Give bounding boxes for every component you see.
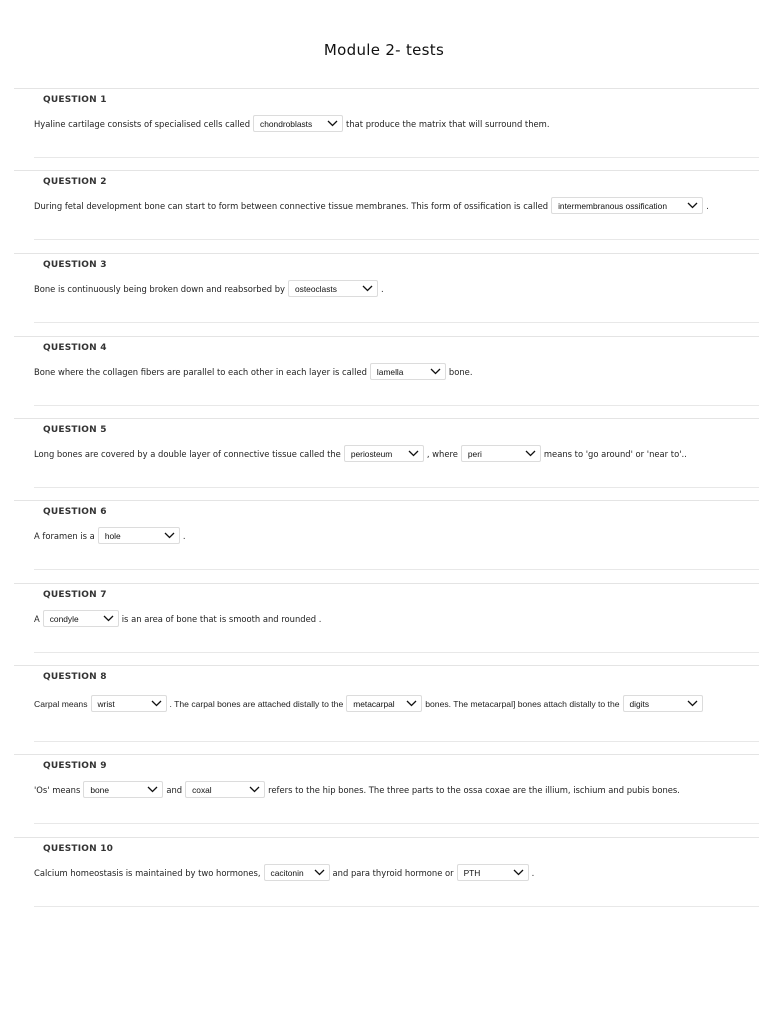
page-title: Module 2- tests <box>323 41 445 59</box>
question-text-segment: . <box>182 530 186 541</box>
question-label: QUESTION 3 <box>43 260 107 270</box>
question-4 <box>14 336 759 415</box>
question-text-segment: means to 'go around' or 'near to'.. <box>543 448 687 459</box>
chevron-down-icon <box>147 786 158 793</box>
answer-dropdown-3[interactable] <box>623 695 703 712</box>
question-text <box>34 363 754 380</box>
dropdown-selected-value: lamella <box>376 366 404 377</box>
question-divider <box>34 906 759 907</box>
dropdown-selected-value: chondroblasts <box>260 118 313 129</box>
question-text-segment: . <box>381 283 384 294</box>
question-label: QUESTION 4 <box>43 343 107 353</box>
question-label: QUESTION 10 <box>43 844 114 854</box>
answer-dropdown-1[interactable] <box>253 115 343 132</box>
question-text-segment: . <box>531 867 535 878</box>
chevron-down-icon <box>408 450 419 457</box>
question-1 <box>14 88 759 167</box>
question-10 <box>14 837 759 916</box>
question-label: QUESTION 6 <box>43 507 107 517</box>
question-label: QUESTION 5 <box>43 425 107 435</box>
question-text-segment: and para thyroid hormone or <box>332 867 454 878</box>
question-text-segment: . <box>706 200 709 211</box>
chevron-down-icon <box>362 285 373 292</box>
question-text-segment: Calcium homeostasis is maintained by two hormones, <box>34 867 261 878</box>
question-divider <box>34 823 759 824</box>
question-divider <box>34 157 759 158</box>
question-text-segment: is an area of bone that is smooth and rounded . <box>121 613 322 624</box>
question-text-segment: bones. The metacarpal] bones attach distally to the <box>425 698 620 709</box>
dropdown-selected-value: periosteum <box>350 448 393 459</box>
dropdown-selected-value: osteoclasts <box>295 283 337 294</box>
question-text-segment: A <box>34 613 40 624</box>
answer-dropdown-1[interactable] <box>551 197 703 214</box>
chevron-down-icon <box>314 869 325 876</box>
question-divider <box>34 322 759 323</box>
chevron-down-icon <box>164 532 175 539</box>
question-text <box>34 197 754 214</box>
question-text-segment: Long bones are covered by a double layer of connective tissue called the <box>34 448 341 459</box>
question-text-segment: Bone is continuously being broken down and reabsorbed by <box>34 283 285 294</box>
question-text-segment: that produce the matrix that will surround them. <box>346 118 550 129</box>
answer-dropdown-1[interactable] <box>98 527 180 544</box>
question-label: QUESTION 2 <box>43 177 107 187</box>
question-text <box>34 445 754 462</box>
question-6 <box>14 500 759 579</box>
question-text-segment: During fetal development bone can start to form between connective tissue membranes. This form of ossification is called <box>34 200 549 211</box>
answer-dropdown-1[interactable] <box>288 280 378 297</box>
question-text <box>34 695 754 712</box>
question-text <box>34 280 754 297</box>
question-divider <box>34 239 759 240</box>
dropdown-selected-value: intermembranous ossification <box>558 200 667 211</box>
question-divider <box>34 569 759 570</box>
dropdown-selected-value: bone <box>90 784 109 795</box>
question-divider <box>34 652 759 653</box>
answer-dropdown-1[interactable] <box>344 445 424 462</box>
dropdown-selected-value: metacarpal <box>353 698 395 709</box>
dropdown-selected-value: peri <box>467 448 482 459</box>
question-text-segment: Carpal means <box>34 698 88 709</box>
question-divider <box>34 405 759 406</box>
question-2 <box>14 170 759 249</box>
question-label: QUESTION 1 <box>43 95 107 105</box>
question-7 <box>14 583 759 662</box>
question-text <box>34 864 754 881</box>
question-text-segment: bone. <box>448 366 473 377</box>
dropdown-selected-value: coxal <box>192 784 212 795</box>
question-5 <box>14 418 759 497</box>
answer-dropdown-2[interactable] <box>461 445 541 462</box>
answer-dropdown-1[interactable] <box>264 864 330 881</box>
question-text-segment: , where <box>426 448 458 459</box>
question-text-segment: Bone where the collagen fibers are parallel to each other in each layer is called <box>34 366 367 377</box>
chevron-down-icon <box>103 615 114 622</box>
question-text <box>34 610 754 627</box>
question-text-segment: refers to the hip bones. The three parts to the ossa coxae are the illium, ischium and pubis bones. <box>268 784 680 795</box>
question-text-segment: A foramen is a <box>34 530 95 541</box>
question-label: QUESTION 9 <box>43 761 107 771</box>
answer-dropdown-1[interactable] <box>91 695 167 712</box>
question-8 <box>14 665 759 751</box>
dropdown-selected-value: PTH <box>463 867 481 878</box>
chevron-down-icon <box>430 368 441 375</box>
dropdown-selected-value: digits <box>629 698 650 709</box>
question-label: QUESTION 8 <box>43 672 107 682</box>
question-3 <box>14 253 759 332</box>
answer-dropdown-1[interactable] <box>370 363 446 380</box>
dropdown-selected-value: cacitonin <box>270 867 304 878</box>
question-divider <box>34 741 759 742</box>
chevron-down-icon <box>513 869 524 876</box>
question-9 <box>14 754 759 833</box>
chevron-down-icon <box>406 700 417 707</box>
question-text-segment: and <box>166 784 183 795</box>
dropdown-selected-value: condyle <box>49 613 79 624</box>
question-text-segment: Hyaline cartilage consists of specialised cells called <box>34 118 251 129</box>
answer-dropdown-2[interactable] <box>185 781 265 798</box>
answer-dropdown-2[interactable] <box>346 695 422 712</box>
question-text <box>34 115 754 132</box>
question-text-segment: 'Os' means <box>34 784 81 795</box>
question-text <box>34 527 754 544</box>
question-divider <box>34 487 759 488</box>
chevron-down-icon <box>687 700 698 707</box>
chevron-down-icon <box>525 450 536 457</box>
question-text <box>34 781 754 798</box>
answer-dropdown-1[interactable] <box>83 781 163 798</box>
chevron-down-icon <box>249 786 260 793</box>
question-text-segment: . The carpal bones are attached distally to the <box>169 698 344 709</box>
answer-dropdown-2[interactable] <box>457 864 529 881</box>
chevron-down-icon <box>327 120 338 127</box>
answer-dropdown-1[interactable] <box>43 610 119 627</box>
dropdown-selected-value: wrist <box>97 698 115 709</box>
chevron-down-icon <box>151 700 162 707</box>
chevron-down-icon <box>687 202 698 209</box>
dropdown-selected-value: hole <box>104 530 121 541</box>
question-label: QUESTION 7 <box>43 590 107 600</box>
